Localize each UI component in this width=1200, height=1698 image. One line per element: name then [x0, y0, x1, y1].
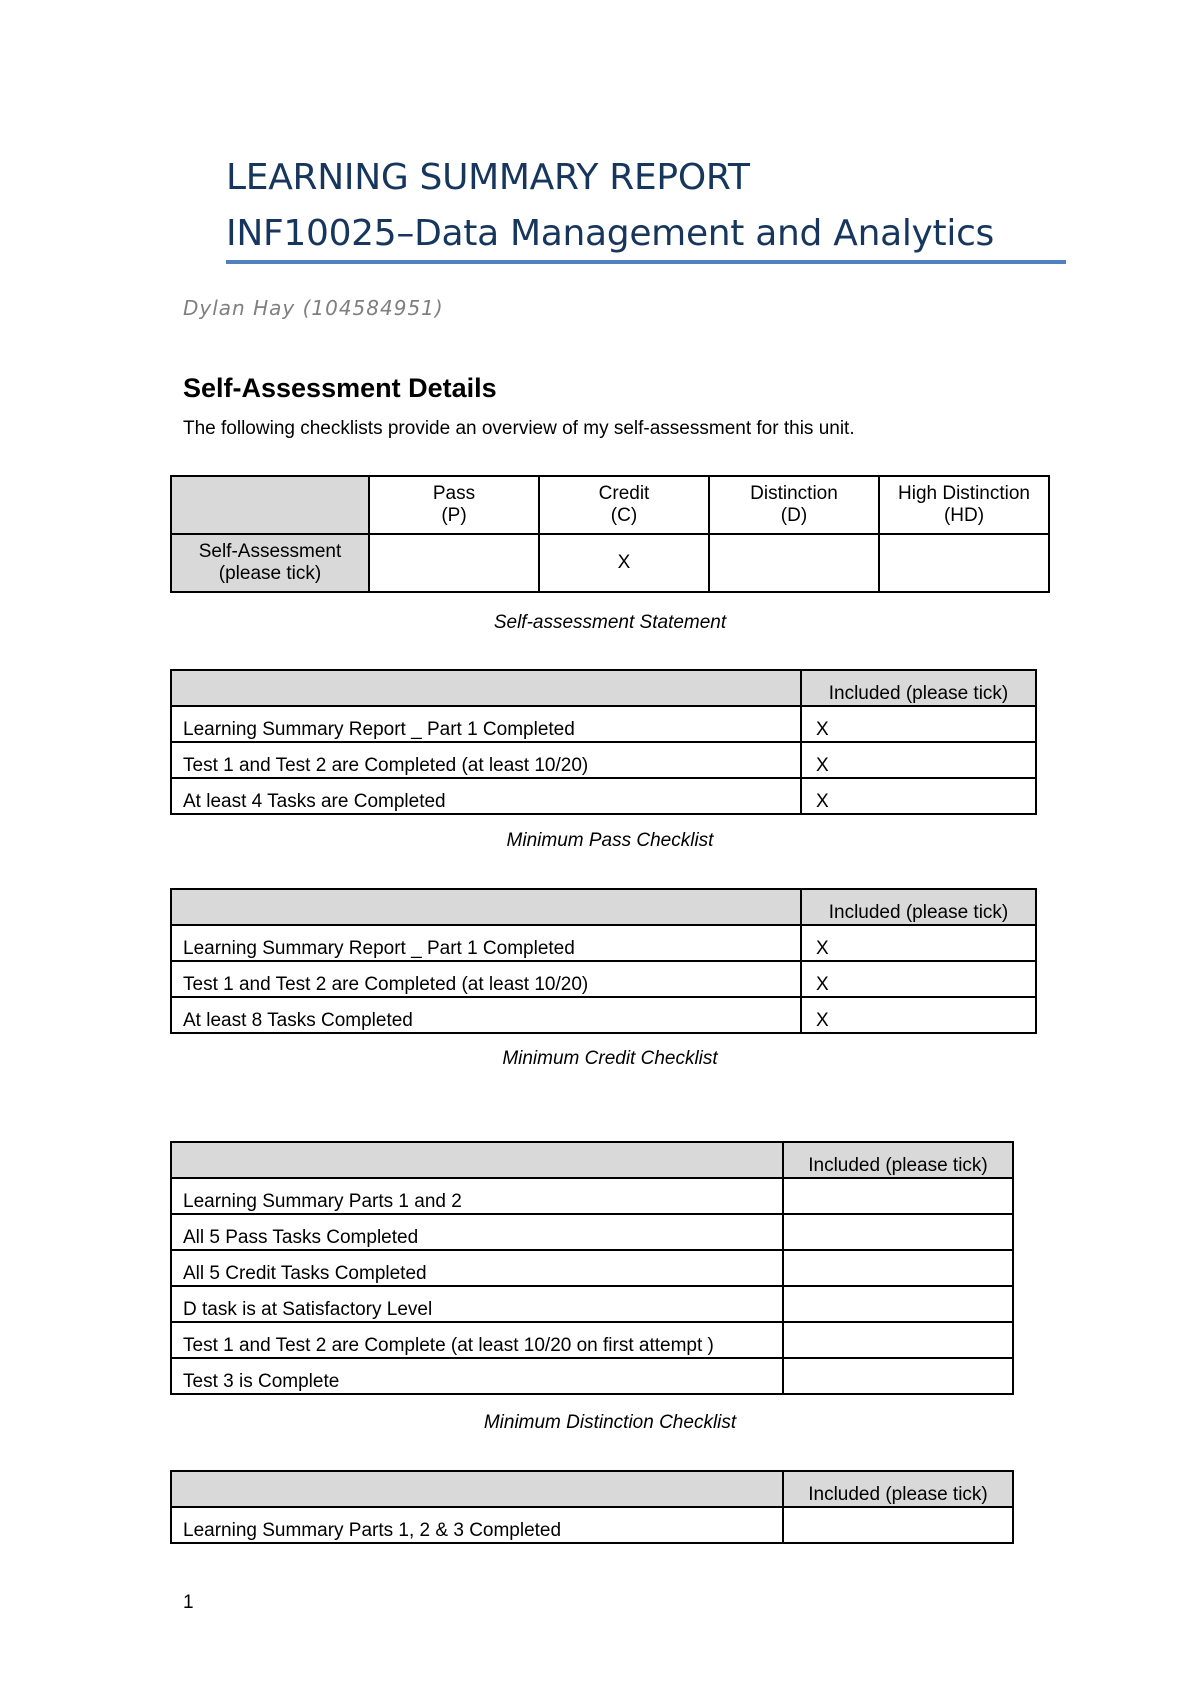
- tick-distinction[interactable]: [709, 534, 879, 592]
- table-header-empty: [171, 670, 801, 706]
- checklist-item-tick[interactable]: [783, 1286, 1013, 1322]
- table-header-empty: [171, 476, 369, 534]
- checklist-item-label: Learning Summary Report _ Part 1 Completed: [171, 706, 801, 742]
- tick-high-distinction[interactable]: [879, 534, 1049, 592]
- caption-self-assessment: Self-assessment Statement: [493, 612, 727, 633]
- header-distinction-code: (D): [780, 505, 808, 526]
- caption-distinction-checklist: Minimum Distinction Checklist: [483, 1412, 737, 1433]
- checklist-item-label: Learning Summary Report _ Part 1 Completed: [171, 925, 801, 961]
- checklist-item-label: Learning Summary Parts 1, 2 & 3 Completed: [171, 1507, 783, 1543]
- header-hd-code: (HD): [943, 505, 985, 526]
- checklist-item-label: All 5 Credit Tasks Completed: [171, 1250, 783, 1286]
- distinction-checklist-table: [170, 1141, 1014, 1395]
- table-row: [171, 1507, 1013, 1543]
- table-row: [171, 706, 1036, 742]
- header-high-distinction: [879, 476, 1049, 534]
- header-pass-label: Pass: [432, 483, 476, 504]
- intro-text: The following checklists provide an overview of my self-assessment for this unit.: [183, 418, 855, 439]
- header-included: Included (please tick): [783, 1471, 1013, 1507]
- hd-checklist-table: [170, 1470, 1014, 1544]
- table-row: [171, 534, 1049, 592]
- checklist-item-tick[interactable]: X: [801, 778, 1036, 814]
- table-row: [171, 1250, 1013, 1286]
- table-header-row: [171, 476, 1049, 534]
- table-row: [171, 1358, 1013, 1394]
- row-label-self-assessment: [171, 534, 369, 592]
- header-included: Included (please tick): [783, 1142, 1013, 1178]
- tick-pass[interactable]: [369, 534, 539, 592]
- table-header-row: [171, 1142, 1013, 1178]
- header-credit-label: Credit: [598, 483, 650, 504]
- table-row: [171, 925, 1036, 961]
- checklist-item-tick[interactable]: [783, 1358, 1013, 1394]
- checklist-item-label: Test 3 is Complete: [171, 1358, 783, 1394]
- checklist-item-label: At least 8 Tasks Completed: [171, 997, 801, 1033]
- checklist-item-tick[interactable]: [783, 1214, 1013, 1250]
- header-credit-code: (C): [610, 505, 638, 526]
- tick-credit[interactable]: X: [539, 534, 709, 592]
- header-distinction-label: Distinction: [750, 483, 838, 504]
- checklist-item-tick[interactable]: X: [801, 925, 1036, 961]
- checklist-item-tick[interactable]: [783, 1178, 1013, 1214]
- table-row: [171, 1214, 1013, 1250]
- table-header-row: [171, 889, 1036, 925]
- table-row: [171, 997, 1036, 1033]
- checklist-item-tick[interactable]: X: [801, 742, 1036, 778]
- report-title: [226, 150, 1066, 262]
- checklist-item-tick[interactable]: [783, 1322, 1013, 1358]
- row-label-line-2: (please tick): [218, 563, 322, 584]
- page-number: 1: [183, 1592, 194, 1613]
- header-pass-code: (P): [441, 505, 467, 526]
- checklist-item-label: D task is at Satisfactory Level: [171, 1286, 783, 1322]
- table-row: [171, 1322, 1013, 1358]
- title-line-2: INF10025–Data Management and Analytics: [226, 213, 995, 254]
- table-header-row: [171, 670, 1036, 706]
- header-pass: [369, 476, 539, 534]
- checklist-item-tick[interactable]: X: [801, 961, 1036, 997]
- table-row: [171, 742, 1036, 778]
- table-row: [171, 1178, 1013, 1214]
- checklist-item-tick[interactable]: [783, 1250, 1013, 1286]
- pass-checklist-table: [170, 669, 1037, 815]
- credit-checklist-table: [170, 888, 1037, 1034]
- table-header-empty: [171, 1142, 783, 1178]
- title-line-1: LEARNING SUMMARY REPORT: [226, 157, 750, 198]
- caption-credit-checklist: Minimum Credit Checklist: [502, 1048, 718, 1069]
- checklist-item-tick[interactable]: X: [801, 706, 1036, 742]
- row-label-line-1: Self-Assessment: [198, 541, 342, 562]
- header-included: Included (please tick): [801, 670, 1036, 706]
- self-assessment-table: [170, 475, 1050, 593]
- checklist-item-label: Test 1 and Test 2 are Completed (at least 10/20): [171, 742, 801, 778]
- checklist-item-label: All 5 Pass Tasks Completed: [171, 1214, 783, 1250]
- author-name: Dylan Hay (104584951): [183, 296, 444, 320]
- checklist-item-label: Test 1 and Test 2 are Complete (at least 10/20 on first attempt ): [171, 1322, 783, 1358]
- header-credit: [539, 476, 709, 534]
- checklist-item-label: At least 4 Tasks are Completed: [171, 778, 801, 814]
- table-header-empty: [171, 889, 801, 925]
- checklist-item-tick[interactable]: X: [801, 997, 1036, 1033]
- caption-pass-checklist: Minimum Pass Checklist: [506, 830, 714, 851]
- table-row: [171, 778, 1036, 814]
- table-row: [171, 1286, 1013, 1322]
- checklist-item-label: Test 1 and Test 2 are Completed (at least 10/20): [171, 961, 801, 997]
- table-header-empty: [171, 1471, 783, 1507]
- checklist-item-tick[interactable]: [783, 1507, 1013, 1543]
- header-included: Included (please tick): [801, 889, 1036, 925]
- table-row: [171, 961, 1036, 997]
- header-distinction: [709, 476, 879, 534]
- table-header-row: [171, 1471, 1013, 1507]
- checklist-item-label: Learning Summary Parts 1 and 2: [171, 1178, 783, 1214]
- section-heading: Self-Assessment Details: [183, 373, 497, 403]
- title-underline: [226, 260, 1066, 264]
- header-hd-label: High Distinction: [898, 483, 1030, 504]
